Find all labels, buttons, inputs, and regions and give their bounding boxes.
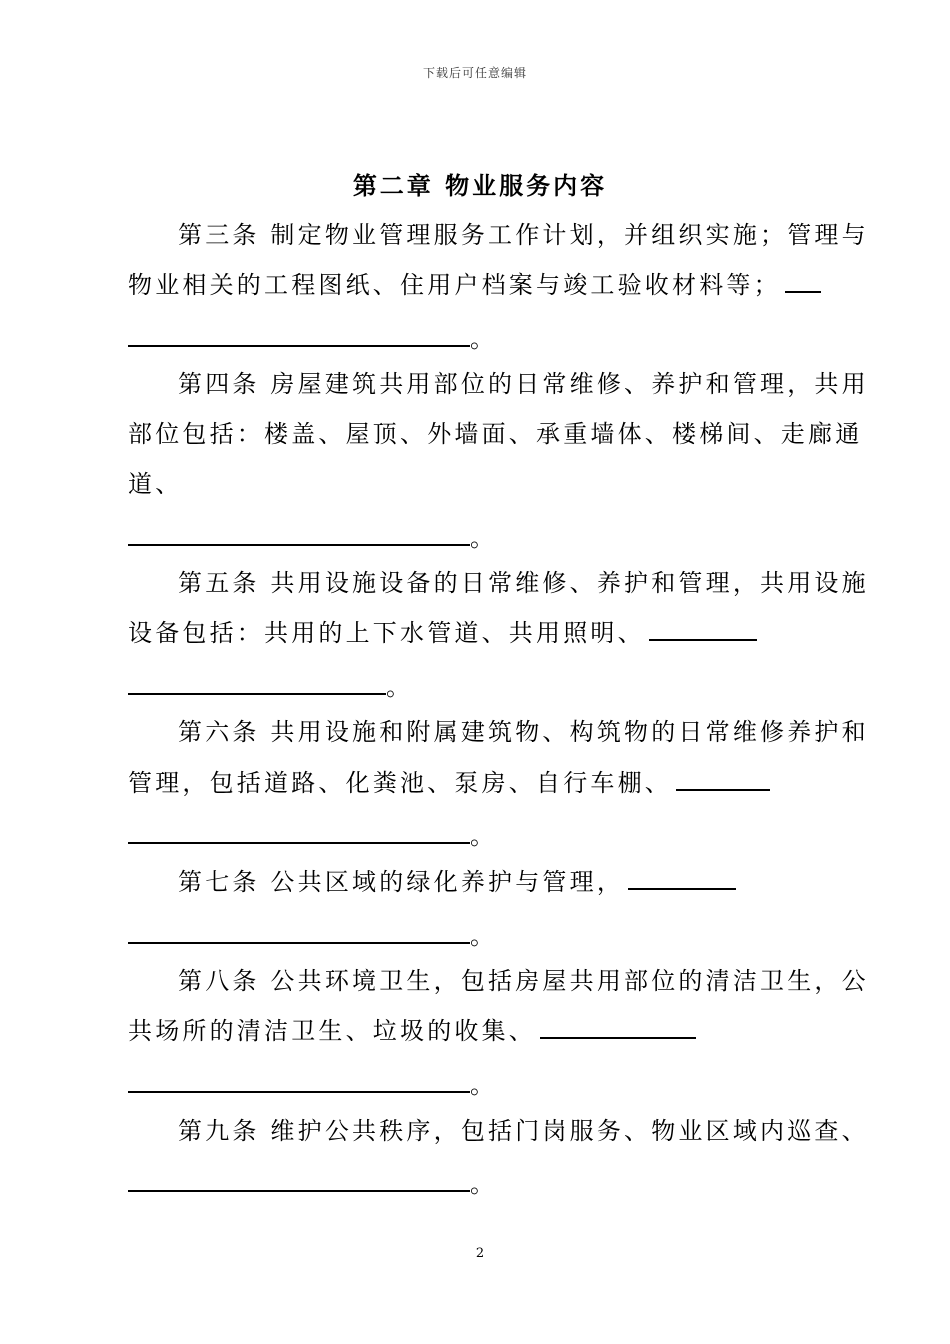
fill-blank[interactable] <box>128 1069 470 1093</box>
fill-blank[interactable] <box>785 269 821 293</box>
fill-blank[interactable] <box>628 866 736 890</box>
article-3-line-3 <box>128 323 497 355</box>
article-3-text: 物业相关的工程图纸、住用户档案与竣工验收材料等； <box>128 271 781 299</box>
article-6-line-2 <box>128 767 770 799</box>
fill-blank[interactable] <box>128 323 470 347</box>
article-8-text: 共场所的清洁卫生、垃圾的收集、 <box>128 1017 536 1045</box>
fill-blank[interactable] <box>128 920 470 944</box>
fill-blank[interactable] <box>128 522 470 546</box>
article-6-text: 管理，包括道路、化粪池、泵房、自行车棚、 <box>128 769 672 797</box>
article-4-line-1: 第四条 房屋建筑共用部位的日常维修、养护和管理，共用 <box>178 370 869 398</box>
period: 。 <box>386 673 414 701</box>
page-header: 下载后可任意编辑 <box>422 66 527 80</box>
article-9-line-2 <box>128 1168 497 1200</box>
article-3-line-1: 第三条 制定物业管理服务工作计划，并组织实施；管理与 <box>178 221 869 249</box>
period: 。 <box>470 524 498 552</box>
article-4-line-2: 部位包括：楼盖、屋顶、外墙面、承重墙体、楼梯间、走廊通 <box>128 420 863 448</box>
period: 。 <box>470 325 498 353</box>
period: 。 <box>470 822 498 850</box>
article-3-line-2 <box>128 269 821 301</box>
article-9-line-1: 第九条 维护公共秩序，包括门岗服务、物业区域内巡查、 <box>178 1117 869 1145</box>
fill-blank[interactable] <box>540 1015 696 1039</box>
page-number: 2 <box>475 1246 485 1261</box>
article-5-line-3 <box>128 671 413 703</box>
article-8-line-1: 第八条 公共环境卫生，包括房屋共用部位的清洁卫生，公 <box>178 967 869 995</box>
fill-blank[interactable] <box>128 820 470 844</box>
article-5-text: 设备包括：共用的上下水管道、共用照明、 <box>128 619 645 647</box>
article-6-line-3 <box>128 820 497 852</box>
article-6-line-1: 第六条 共用设施和附属建筑物、构筑物的日常维修养护和 <box>178 718 869 746</box>
article-7-text: 第七条 公共区域的绿化养护与管理， <box>178 868 625 896</box>
period: 。 <box>470 922 498 950</box>
article-5-line-1: 第五条 共用设施设备的日常维修、养护和管理，共用设施 <box>178 569 869 597</box>
article-8-line-3 <box>128 1069 497 1101</box>
article-4-line-3: 道、 <box>128 470 183 498</box>
article-7-line-1 <box>178 866 736 898</box>
period: 。 <box>470 1071 498 1099</box>
fill-blank[interactable] <box>128 671 386 695</box>
article-4-line-4 <box>128 522 497 554</box>
period: 。 <box>470 1170 498 1198</box>
article-8-line-2 <box>128 1015 696 1047</box>
fill-blank[interactable] <box>649 617 757 641</box>
article-7-line-2 <box>128 920 497 952</box>
fill-blank[interactable] <box>128 1168 470 1192</box>
fill-blank[interactable] <box>676 767 770 791</box>
chapter-title: 第二章 物业服务内容 <box>352 171 608 200</box>
article-5-line-2 <box>128 617 757 649</box>
